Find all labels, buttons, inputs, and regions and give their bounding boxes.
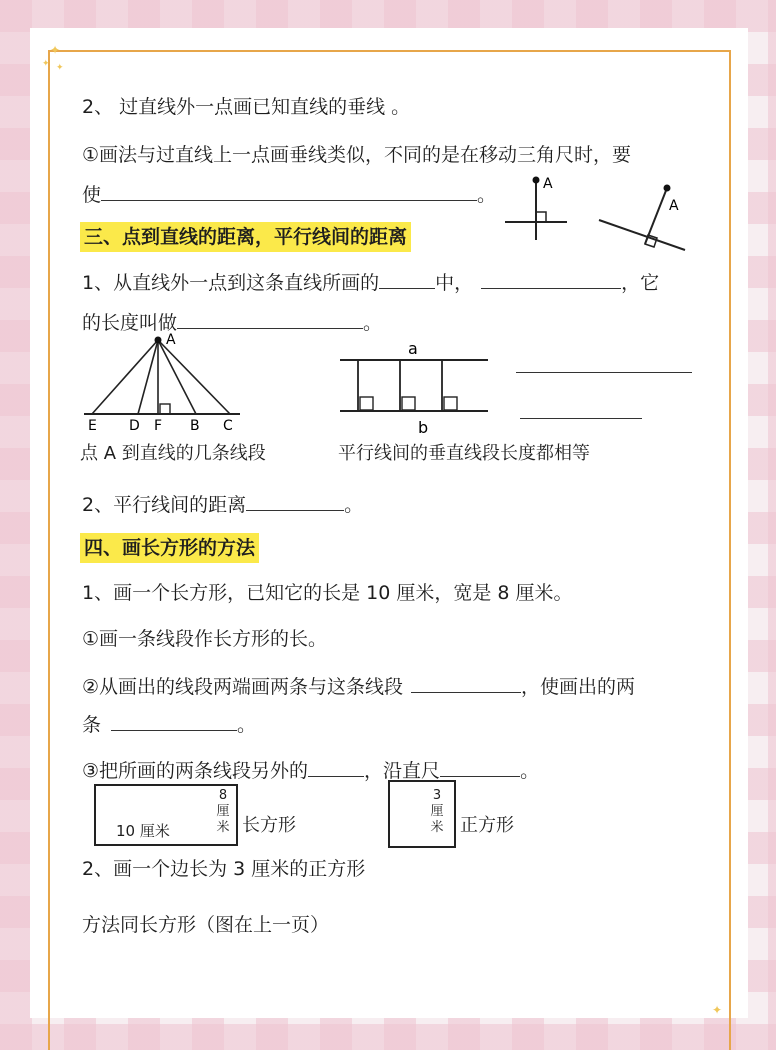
- label-e: E: [88, 418, 97, 434]
- section4-step3: [82, 756, 539, 784]
- square-side-unit1: 厘: [430, 804, 444, 819]
- rectangle-figure: [94, 784, 238, 846]
- fig1-caption: 点 A 到直线的几条线段: [80, 443, 266, 464]
- section3-q2: [82, 490, 363, 518]
- label-f: F: [154, 418, 163, 434]
- step2-text-b: ，使画出的两: [521, 676, 636, 698]
- q1-text-c: ，它: [621, 272, 660, 294]
- parallel-lines-figure: [338, 338, 498, 438]
- item2-desc-start: 使: [82, 184, 102, 206]
- item2-desc-line1: ①画法与过直线上一点画垂线类似，不同的是在移动三角尺时，要: [82, 144, 632, 166]
- period: 。: [344, 494, 364, 516]
- perpendicular-figures: [495, 168, 685, 258]
- label-b: B: [190, 418, 200, 434]
- period: 。: [477, 184, 497, 206]
- label-a: A: [166, 332, 176, 348]
- fill-blank[interactable]: [101, 180, 477, 201]
- rect-width-unit1: 厘: [216, 804, 230, 819]
- q2-text: 2、平行线间的距离: [82, 494, 247, 516]
- fill-blank[interactable]: [481, 268, 621, 289]
- square-side-label: [430, 788, 444, 836]
- q1-text-a: 1、从直线外一点到这条直线所画的: [82, 272, 380, 294]
- fill-blank[interactable]: [308, 756, 364, 777]
- point-to-line-figure: [80, 330, 250, 434]
- item2-desc-line2: [82, 180, 496, 208]
- section4-heading: 四、画长方形的方法: [80, 533, 259, 563]
- step3-text-a: ③把所画的两条线段另外的: [82, 760, 309, 782]
- label-c: C: [223, 418, 233, 434]
- square-side-number: 3: [432, 788, 442, 803]
- section4-step2-line2: [82, 710, 256, 738]
- sparkle-icon: ✦: [42, 59, 50, 69]
- section4-q2: 2、画一个边长为 3 厘米的正方形: [82, 858, 366, 880]
- section3-heading: 三、点到直线的距离，平行线间的距离: [80, 222, 411, 252]
- section4-step1: ①画一条线段作长方形的长。: [82, 628, 328, 650]
- fill-blank[interactable]: [440, 756, 520, 777]
- section4-step2-line1: [82, 672, 635, 700]
- step3-text-b: ，沿直尺: [364, 760, 441, 782]
- fill-blank[interactable]: [177, 308, 363, 329]
- label-d: D: [129, 418, 140, 434]
- period: 。: [520, 760, 540, 782]
- rect-length-label: 10 厘米: [116, 822, 170, 840]
- period: 。: [237, 714, 257, 736]
- rect-width-label: [216, 788, 230, 836]
- fill-blank[interactable]: [111, 710, 237, 731]
- sparkle-icon: ✦: [56, 63, 64, 73]
- fig2-caption: 平行线间的垂直线段长度都相等: [338, 443, 590, 464]
- square-side-unit2: 米: [430, 820, 444, 835]
- square-caption: 正方形: [460, 815, 514, 836]
- square-figure: [388, 780, 456, 848]
- section4-method: 方法同长方形（图在上一页）: [82, 914, 330, 936]
- period: 。: [363, 312, 383, 334]
- label-line-a: a: [408, 339, 418, 358]
- rectangle-caption: 长方形: [242, 815, 296, 836]
- fill-blank[interactable]: [246, 490, 344, 511]
- item2-title: 2、 过直线外一点画已知直线的垂线 。: [82, 96, 411, 118]
- label-line-b: b: [418, 418, 429, 437]
- answer-line[interactable]: [520, 418, 642, 419]
- rect-width-number: 8: [218, 788, 228, 803]
- point-a-label: A: [543, 176, 553, 192]
- q1-text-d: 的长度叫做: [82, 312, 178, 334]
- fill-blank[interactable]: [411, 672, 521, 693]
- sparkle-icon: ✦: [50, 43, 61, 57]
- point-a-label: A: [669, 198, 679, 214]
- rect-width-unit2: 米: [216, 820, 230, 835]
- section3-q1-line1: [82, 268, 659, 296]
- fill-blank[interactable]: [379, 268, 435, 289]
- answer-line[interactable]: [516, 372, 692, 373]
- sparkle-icon: ✦: [712, 1003, 723, 1017]
- q1-text-b: 中，: [435, 272, 474, 294]
- section4-q1: 1、画一个长方形，已知它的长是 10 厘米，宽是 8 厘米。: [82, 582, 573, 604]
- step2-text-a: ②从画出的线段两端画两条与这条线段: [82, 676, 404, 698]
- step2-text-c: 条: [82, 714, 102, 736]
